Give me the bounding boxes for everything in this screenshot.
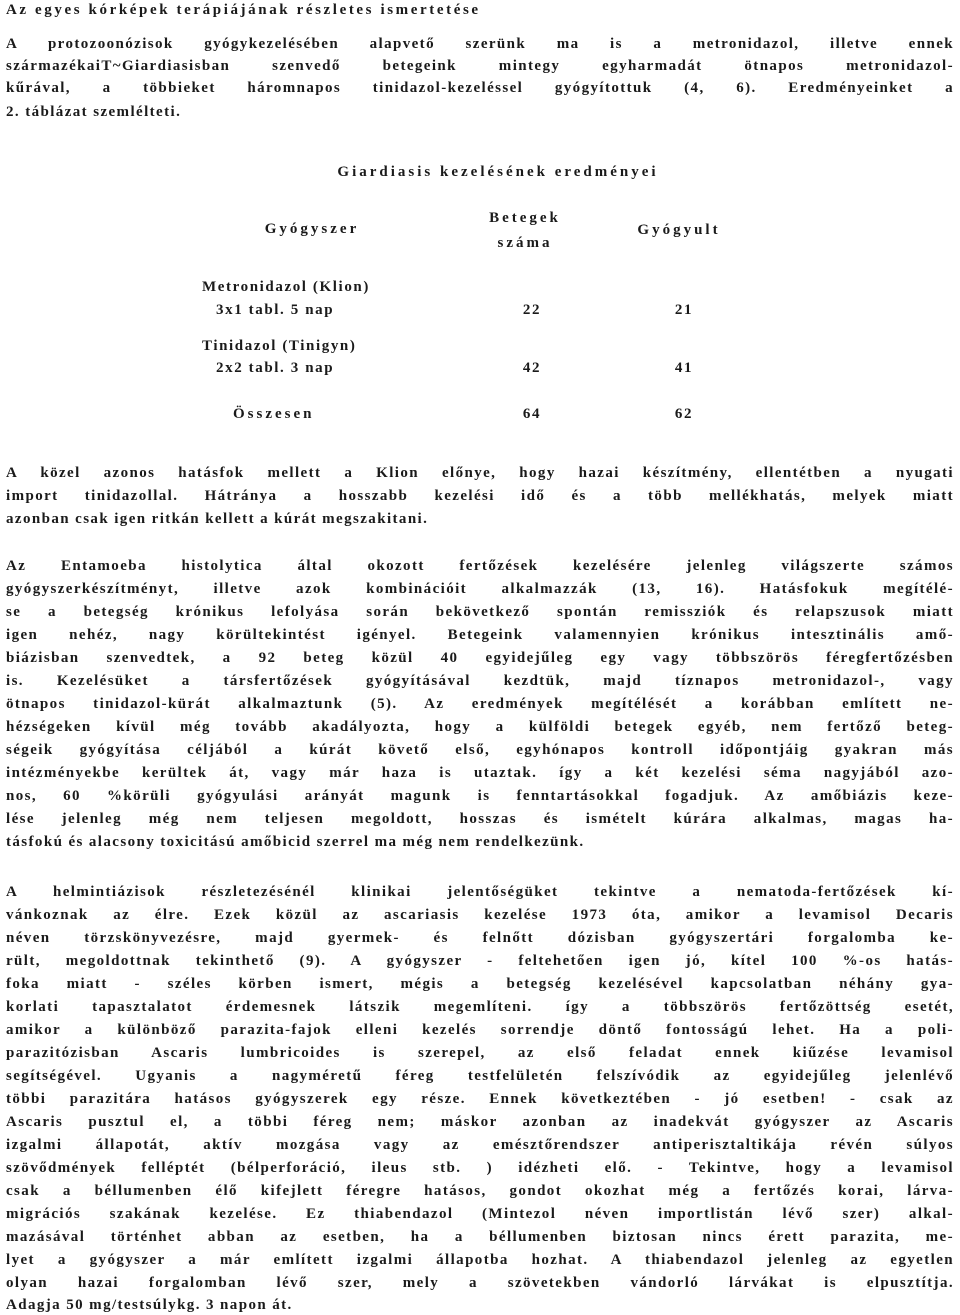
paragraph-4-line-13: szövődmények felléptét (bélperforáció, ileus stb. ) idézheti elő. - Tekintve, hogy a levamisol xyxy=(6,1160,954,1176)
paragraph-2-line-1: A közel azonos hatásfok mellett a Klion előnye, hogy hazai készítmény, ellentétben a nyugati xyxy=(6,465,954,481)
table-row-2-dose: 2x2 tabl. 3 nap xyxy=(216,360,335,376)
paragraph-4-line-17: lyet a gyógyszer a már említett izgalmi állapotba hozhat. A thiabendazol jelenleg az egyetlen xyxy=(6,1252,954,1268)
paragraph-2-line-3: azonban csak igen ritkán kellett a kúrát megszakitani. xyxy=(6,511,429,527)
paragraph-4-line-18: olyan hazai forgalomban lévő szer, mely a szövetekben vándorló lárvákat is elpusztítja. xyxy=(6,1275,954,1291)
paragraph-3-line-5: biázisban szenvedtek, a 92 beteg közül 40 egyidejűleg egy vagy többszörös féregfertőzésben xyxy=(6,650,954,666)
paragraph-4-line-6: korlati tapasztalatot érdemesnek látszik megemlíteni. így a többszörös fertőzöttség esetét, xyxy=(6,999,954,1015)
table-header-cured: Gyógyult xyxy=(637,222,721,238)
table-total-cured: 62 xyxy=(674,406,694,422)
paragraph-1-line-4: 2. táblázat szemlélteti. xyxy=(6,104,182,120)
paragraph-4-line-5: foka miatt - széles körben ismert, mégis a betegség kezelésével kapcsolatban néhány gya- xyxy=(6,976,954,992)
paragraph-3-line-3: se a betegség krónikus lefolyása során bekövetkező spontán remissziók és relapszusok miatt xyxy=(6,604,954,620)
paragraph-3-line-10: intézményekbe kerültek át, vagy már haza is utaztak. így a két kezelési séma nagyjából azo- xyxy=(6,765,954,781)
paragraph-4-line-9: segítségével. Ugyanis a nagyméretű féreg testfelületén felszívódik az egyidejűleg jelenlévő xyxy=(6,1068,954,1084)
section-heading: Az egyes kórképek terápiájának részletes ismertetése xyxy=(6,2,481,18)
paragraph-1-line-1: A protozoonózisok gyógykezelésében alapvető szerünk ma is a metronidazol, illetve ennek xyxy=(6,36,954,52)
paragraph-4-line-19: Adagja 50 mg/testsúlykg. 3 napon át. xyxy=(6,1297,293,1313)
paragraph-3-line-7: ötnapos tinidazol-kürát alkalmaztunk (5). Az eredmények megítélését a korábban említett ne- xyxy=(6,696,954,712)
table-row-1-patients: 22 xyxy=(522,302,542,318)
paragraph-4-line-3: néven törzskönyvezésre, majd gyermek- és felnőtt dózisban gyógyszertári forgalomba ke- xyxy=(6,930,954,946)
table-row-1-cured: 21 xyxy=(674,302,694,318)
paragraph-4-line-4: rült, megoldottnak tekinthető (9). A gyógyszer - feltehetően igen jó, kítel 100 %-os hatás- xyxy=(6,953,954,969)
table-total-patients: 64 xyxy=(522,406,542,422)
table-total-label: Összesen xyxy=(233,406,315,422)
paragraph-3-line-11: nos, 60 %körüli gyógyulási arányát magunk is fenntartásokkal fogadjuk. Az amőbiázis keze- xyxy=(6,788,954,804)
paragraph-4-line-12: izgalmi állapotát, aktív mozgása vagy az emésztőrendszer antiperisztaltikája révén súlyos xyxy=(6,1137,954,1153)
paragraph-4-line-10: többi parazitára hatásos gyógyszerek egy része. Ennek következtében - jó esetben! - csak az xyxy=(6,1091,954,1107)
paragraph-4-line-8: parazitózisban Ascaris lumbricoides is szerepel, az első feladat ennek kiűzése levamisol xyxy=(6,1045,954,1061)
paragraph-3-line-9: ségeik gyógyítása céljából a kúrát követő első, egyhónapos kontroll időpontjáig gyakran más xyxy=(6,742,954,758)
paragraph-4-line-2: vánkoznak az élre. Ezek közül az ascariasis kezelése 1973 óta, amikor a levamisol Decaris xyxy=(6,907,954,923)
table-header-patients-line1: Betegek xyxy=(489,210,561,226)
paragraph-3-line-13: tásfokú és alacsony toxicitású amőbicid szerrel ma még nem rendelkezünk. xyxy=(6,834,585,850)
paragraph-4-line-7: amikor a különböző parazita-fajok elleni kezelés sorrendje döntő fontosságú lehet. Ha a poli- xyxy=(6,1022,954,1038)
table-row-1-dose: 3x1 tabl. 5 nap xyxy=(216,302,335,318)
paragraph-4-line-15: migrációs szakának kezelése. Ez thiabendazol (Mintezol néven importlistán lévő szer) alkal- xyxy=(6,1206,954,1222)
paragraph-4-line-14: csak a béllumenben élő kifejlett féregre hatásos, gondot okozhat még a fertőzés korai, lárva- xyxy=(6,1183,954,1199)
table-row-1-drug: Metronidazol (Klion) xyxy=(202,279,370,295)
table-header-patients-line2: száma xyxy=(497,235,553,251)
paragraph-3-line-12: lése jelenleg még nem teljesen megoldott, hosszas és ismételt kúrára alkalmas, magas ha- xyxy=(6,811,954,827)
table-title: Giardiasis kezelésének eredményei xyxy=(337,164,659,180)
paragraph-1-line-3: kűrával, a többieket háromnapos tinidazol-kezeléssel gyógyítottuk (4, 6). Eredményeinket a xyxy=(6,80,954,96)
paragraph-4-line-11: Ascaris pusztul el, a többi féreg nem; máskor azonban az inadekvát gyógyszer az Ascaris xyxy=(6,1114,954,1130)
paragraph-4-line-16: mazásával történhet abban az esetben, ha a béllumenben biztosan nincs érett parazita, me- xyxy=(6,1229,954,1245)
table-row-2-drug: Tinidazol (Tinigyn) xyxy=(202,338,357,354)
paragraph-2-line-2: import tinidazollal. Hátránya a hosszabb kezelési idő és a több mellékhatás, melyek miatt xyxy=(6,488,954,504)
paragraph-1-line-2: származékaiT~Giardiasisban szenvedő betegeink mintegy egyharmadát ötnapos metronidazol- xyxy=(6,58,954,74)
table-header-drug: Gyógyszer xyxy=(264,221,360,237)
paragraph-3-line-4: igen nehéz, nagy körültekintést igényel. Betegeink valamennyien krónikus intesztinális amő- xyxy=(6,627,954,643)
paragraph-3-line-8: hézségeken kívül még tovább akadályozta, hogy a külföldi betegek egyéb, nem fertőző beteg- xyxy=(6,719,954,735)
paragraph-3-line-6: is. Kezelésüket a társfertőzések gyógyításával kezdtük, majd tíznapos metronidazol-, vagy xyxy=(6,673,954,689)
table-row-2-patients: 42 xyxy=(522,360,542,376)
table-row-2-cured: 41 xyxy=(674,360,694,376)
paragraph-3-line-2: gyógyszerkészítményt, illetve azok kombinációit alkalmazzák (13, 16). Hatásfokuk megítélé- xyxy=(6,581,954,597)
paragraph-4-line-1: A helmintiázisok részletezésénél klinikai jelentőségüket tekintve a nematoda-fertőzések kí- xyxy=(6,884,954,900)
paragraph-3-line-1: Az Entamoeba histolytica által okozott fertőzések kezelésére jelenleg világszerte számos xyxy=(6,558,954,574)
